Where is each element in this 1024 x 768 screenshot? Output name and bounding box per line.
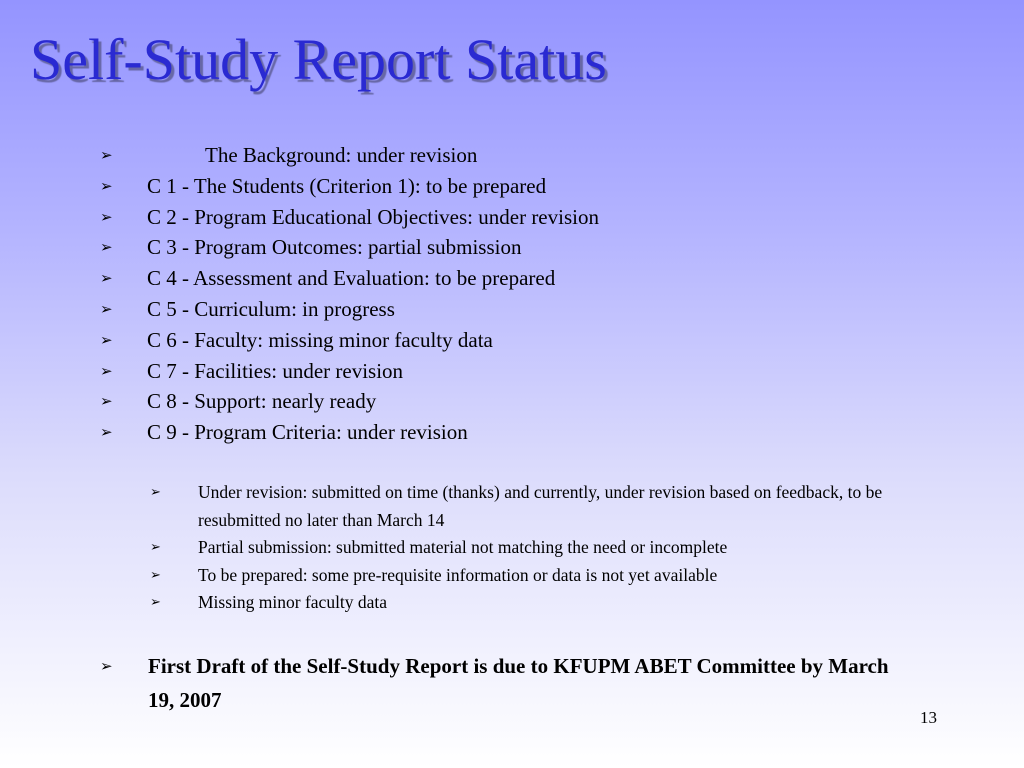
slide-title: Self-Study Report Status [30,27,607,92]
arrow-bullet-icon: ➢ [100,392,113,411]
arrow-bullet-icon: ➢ [100,176,113,195]
arrow-bullet-icon: ➢ [100,269,113,288]
arrow-bullet-icon: ➢ [100,238,113,257]
status-item-label: C 8 - Support: nearly ready [147,389,377,414]
status-item-label: C 9 - Program Criteria: under revision [147,420,468,445]
arrow-bullet-icon: ➢ [150,485,161,500]
arrow-bullet-icon: ➢ [100,423,113,442]
status-item-label: C 7 - Facilities: under revision [147,358,404,383]
legend-item-label: Under revision: submitted on time (thanks) and currently, under revision based on feedback, to be resubmitted no later than March 14 [198,482,883,530]
arrow-bullet-icon: ➢ [100,146,113,164]
legend-item-partial-submission [150,534,958,562]
status-item-label: C 2 - Program Educational Objectives: under revision [147,204,599,229]
status-item-label: C 6 - Faculty: missing minor faculty data [147,327,493,352]
arrow-bullet-icon: ➢ [100,207,113,226]
legend-item-label: Partial submission: submitted material not matching the need or incomplete [198,537,728,557]
status-item-label: C 3 - Program Outcomes: partial submission [147,235,522,260]
deadline-note [100,649,908,717]
arrow-bullet-icon: ➢ [100,299,113,318]
status-item-label: C 1 - The Students (Criterion 1): to be prepared [147,173,547,198]
status-legend-list [150,479,958,617]
legend-item-to-be-prepared [150,562,958,590]
legend-item-label: Missing minor faculty data [198,592,388,612]
arrow-bullet-icon: ➢ [100,361,113,380]
arrow-bullet-icon: ➢ [150,567,161,583]
status-item-label: C 5 - Curriculum: in progress [147,296,395,321]
arrow-bullet-icon: ➢ [150,595,161,610]
page-number: 13 [920,708,937,727]
status-item-label: C 4 - Assessment and Evaluation: to be prepared [147,266,556,291]
status-item-label: The Background: under revision [205,143,478,167]
legend-item-label: To be prepared: some pre-requisite information or data is not yet available [198,564,718,585]
arrow-bullet-icon: ➢ [100,657,113,675]
deadline-text: First Draft of the Self-Study Report is due to KFUPM ABET Committee by March 19, 2007 [148,654,889,712]
legend-item-under-revision [150,479,958,534]
deadline-item [100,649,908,717]
arrow-bullet-icon: ➢ [100,330,113,349]
arrow-bullet-icon: ➢ [150,540,161,555]
legend-item-missing-data [150,589,958,617]
